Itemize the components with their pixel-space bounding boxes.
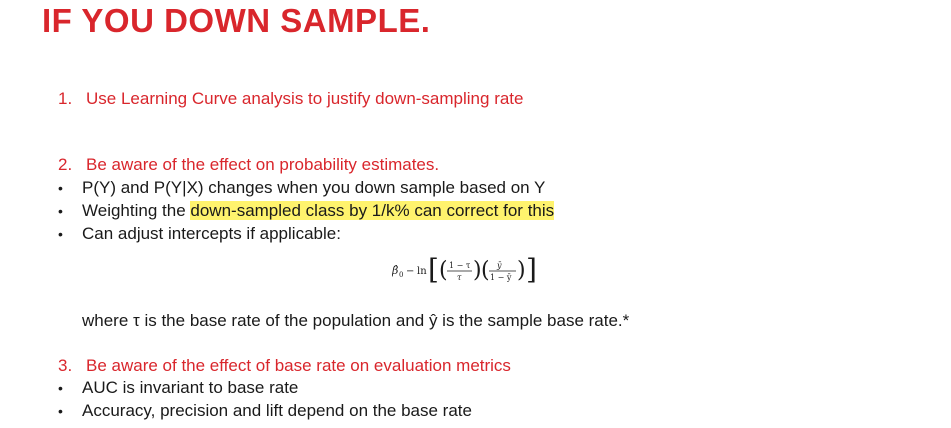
formula-open-paren: ( [439, 258, 448, 283]
bullet-text: P(Y) and P(Y|X) changes when you down sample based on Y [82, 178, 546, 197]
bullet-text: AUC is invariant to base rate [82, 378, 299, 397]
section-1-heading [58, 89, 523, 109]
formula-open-paren-2: ( [481, 258, 490, 283]
formula-ln: ln [417, 266, 427, 277]
list-item [58, 178, 545, 198]
list-item [58, 378, 298, 398]
formula-close-paren-2: ) [517, 258, 526, 283]
bullet-text: Can adjust intercepts if applicable: [82, 224, 341, 243]
list-item [58, 224, 341, 244]
bullet-icon: • [58, 203, 63, 219]
formula-note: where τ is the base rate of the population and ŷ is the sample base rate.* [82, 311, 630, 330]
section-3-heading [58, 356, 511, 376]
bullet-text: Accuracy, precision and lift depend on the base rate [82, 401, 472, 420]
formula-frac2-num: ȳ [497, 261, 502, 270]
formula-close-bracket: ] [526, 253, 537, 286]
section-3-number: 3. [58, 356, 73, 375]
highlighted-text: down-sampled class by 1/k% can correct for this [190, 201, 555, 220]
bullet-icon: • [58, 226, 63, 242]
section-2-text: Be aware of the effect on probability estimates. [86, 155, 440, 174]
formula-open-bracket: [ [428, 253, 439, 286]
formula-minus: − [406, 266, 415, 277]
section-3-text: Be aware of the effect of base rate on evaluation metrics [86, 356, 511, 375]
bullet-icon: • [58, 180, 63, 196]
formula-beta-sub: 0 [399, 271, 404, 279]
section-2-heading [58, 155, 439, 175]
intercept-formula [392, 252, 572, 288]
formula-close-paren: ) [473, 258, 482, 283]
section-2-number: 2. [58, 155, 73, 174]
section-1-number: 1. [58, 89, 73, 108]
formula-beta: β̂ [392, 264, 399, 277]
formula-frac2-den: 1 − ȳ [490, 273, 512, 282]
section-1-text: Use Learning Curve analysis to justify down-sampling rate [86, 89, 524, 108]
list-item [58, 401, 472, 421]
page-title: IF YOU DOWN SAMPLE. [42, 2, 431, 39]
bullet-icon: • [58, 380, 63, 396]
formula-frac1-num: 1 − τ [449, 261, 471, 270]
bullet-text: Weighting the [82, 201, 186, 220]
formula-frac1-den: τ [457, 273, 462, 282]
list-item [58, 201, 554, 221]
bullet-icon: • [58, 403, 63, 419]
